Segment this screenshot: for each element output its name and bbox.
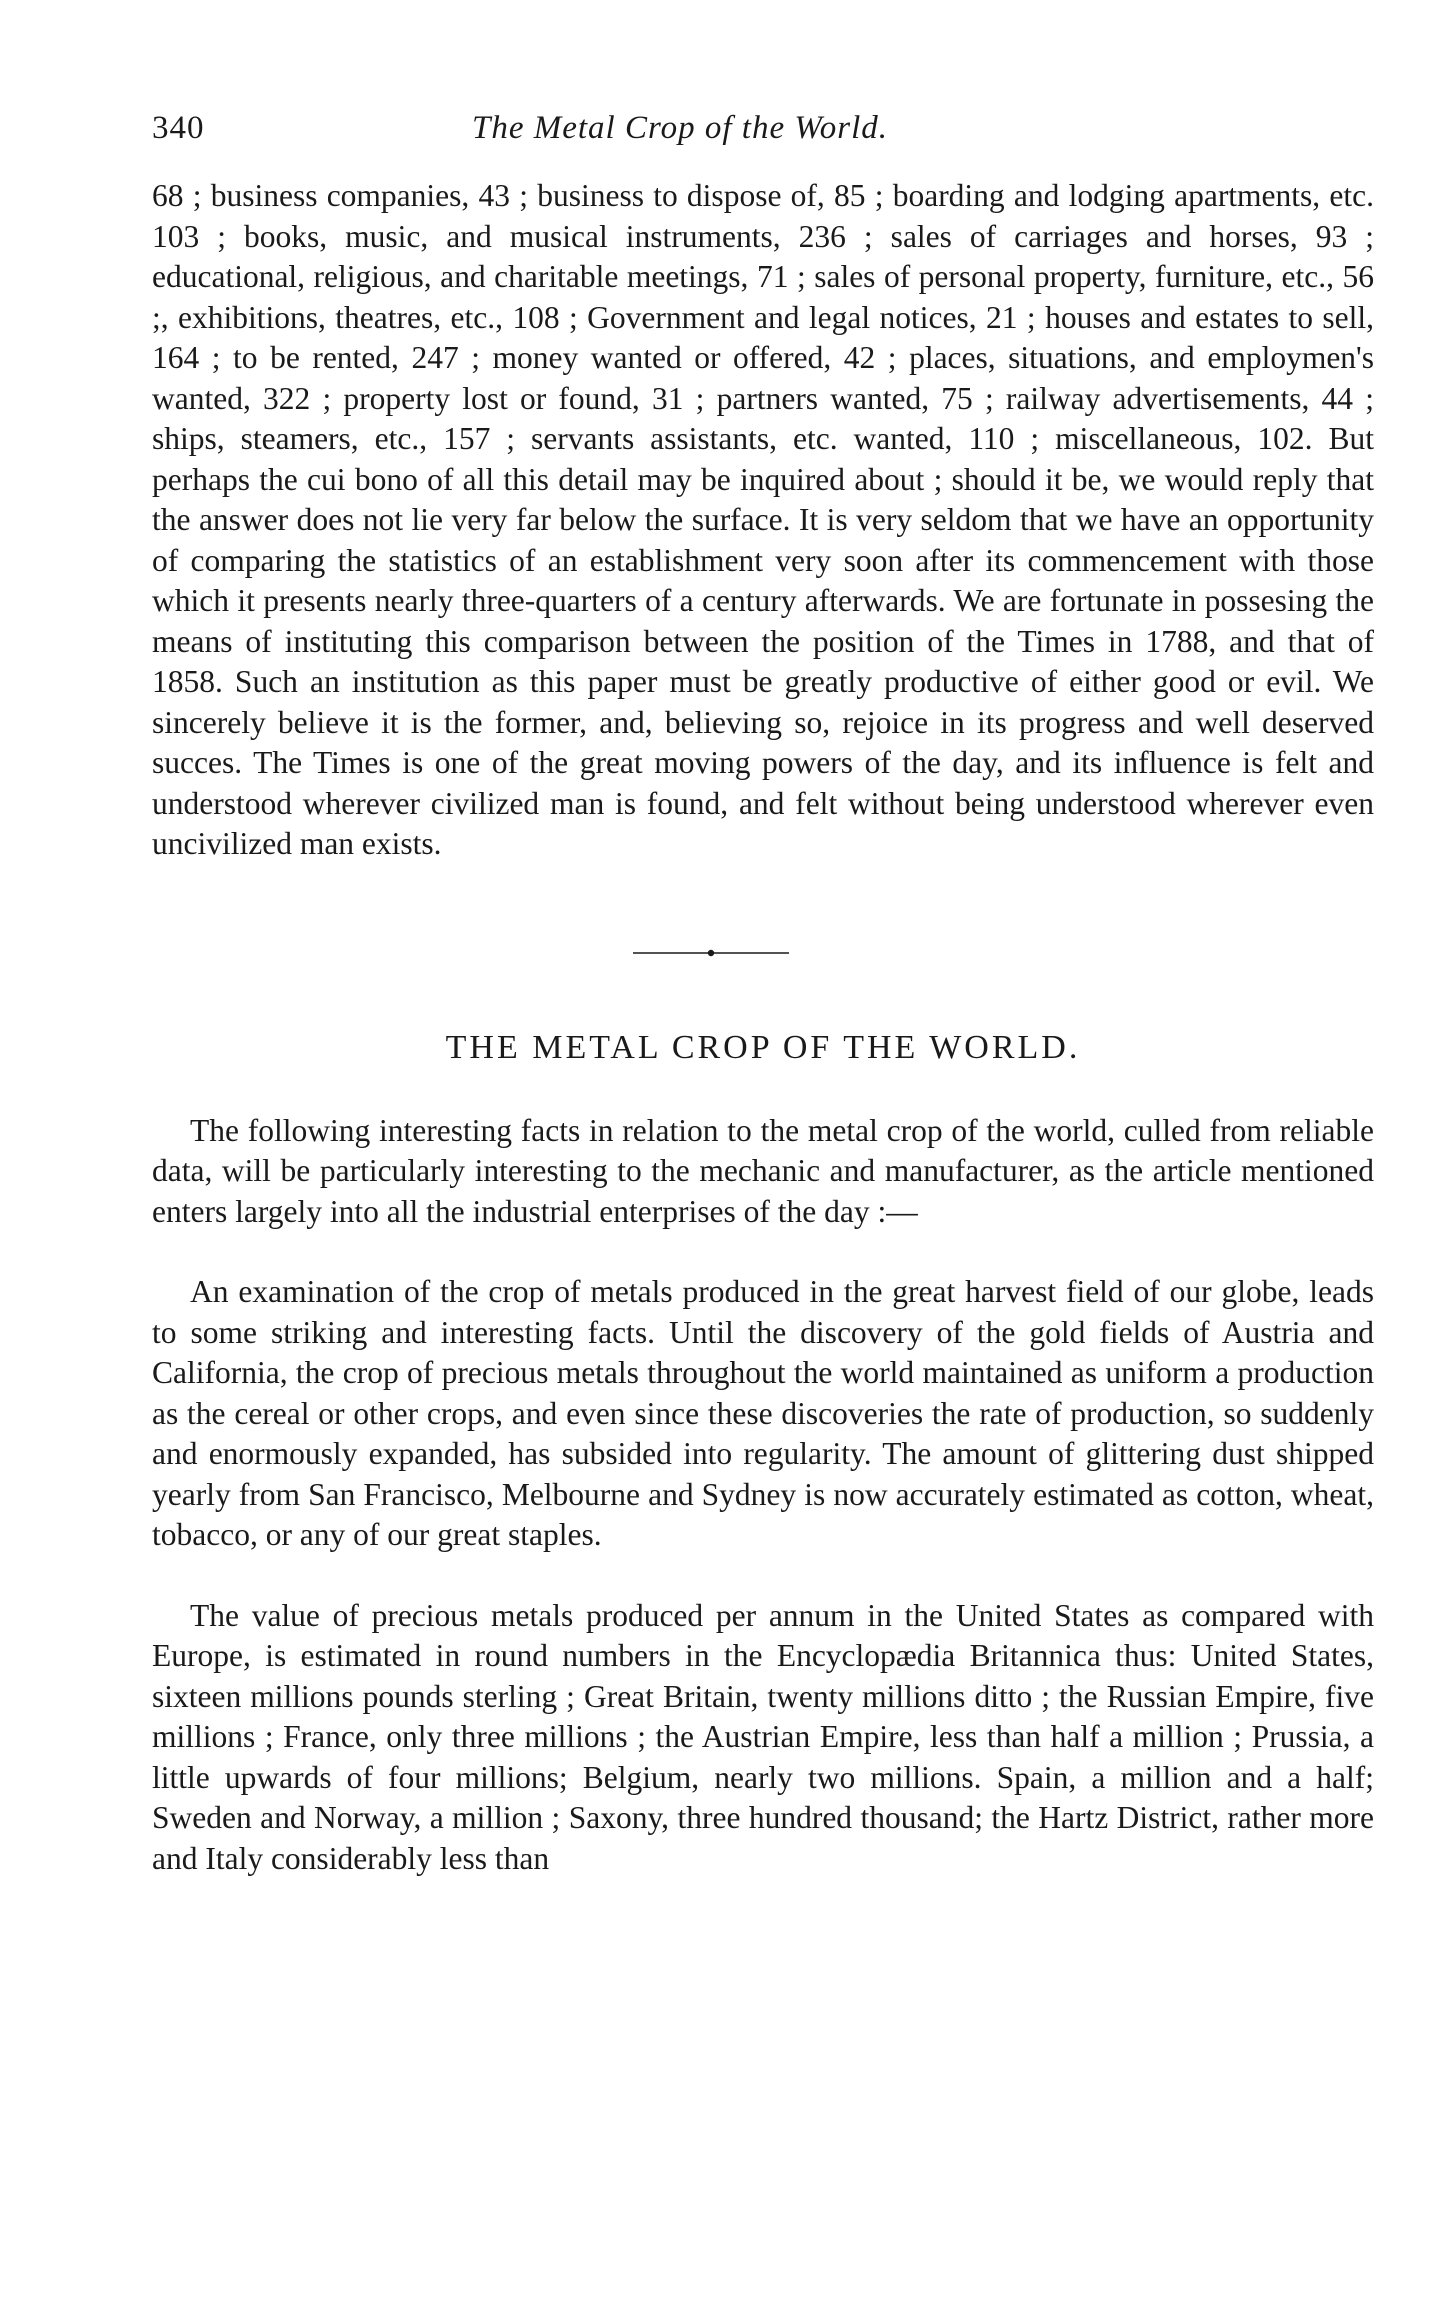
section-paragraph: The value of precious metals produced per annum in the United States as compared with Europe, is estimated in round numbers in the Encyclopædia Britannica thus: United States, sixteen millions pounds sterling ; Great Britain, twenty millions ditto ; the Russian Empire, five millions ; France, only three millions ; the Austrian Empire, less than half a million ; Prussia, a little upwards of four millions; Belgium, nearly two millions. Spain, a million and a half; Sweden and Norway, a million ; Saxony, three hundred thousand; the Hartz District, rather more and Italy considerably less than [152, 1597, 1374, 1876]
section-paragraph: The following interesting facts in relation to the metal crop of the world, culled from reliable data, will be particularly interesting to the mechanic and manufacturer, as the article mentioned enters largely into all the industrial enterprises of the day :— [152, 1112, 1374, 1229]
section-title: THE METAL CROP OF THE WORLD. [445, 1028, 1081, 1066]
section-divider [631, 947, 791, 959]
running-title: The Metal Crop of the World. [472, 110, 889, 146]
book-page [152, 110, 1374, 1879]
page-header [152, 110, 1374, 162]
continued-paragraph: 68 ; business companies, 43 ; business to dispose of, 85 ; boarding and lodging apartments, etc. 103 ; books, music, and musical instruments, 236 ; sales of carriages and horses, 93 ; educational, religious, and charitable meetings, 71 ; sales of personal property, furniture, etc., 56 ;, exhibitions, theatres, etc., 108 ; Government and legal notices, 21 ; houses and estates to sell, 164 ; to be rented, 247 ; money wanted or offered, 42 ; places, situations, and employmen's wanted, 322 ; property lost or found, 31 ; partners wanted, 75 ; railway advertisements, 44 ; ships, steamers, etc., 157 ; servants assistants, etc. wanted, 110 ; miscellaneous, 102. But perhaps the cui bono of all this detail may be inquired about ; should it be, we would reply that the answer does not lie very far below the surface. It is very seldom that we have an opportunity of comparing the statistics of an establishment very soon after its commencement with those which it presents nearly three-quarters of a century afterwards. We are fortunate in possesing the means of instituting this comparison between the position of the Times in 1788, and that of 1858. Such an institution as this paper must be greatly productive of either good or evil. We sincerely believe it is the former, and, believing so, rejoice in its progress and well deserved succes. The Times is one of the great moving powers of the day, and its influence is felt and understood wherever civilized man is found, and felt without being understood wherever even uncivilized man exists. [152, 178, 1374, 861]
page-number: 340 [152, 110, 205, 146]
section-paragraph: An examination of the crop of metals produced in the great harvest field of our globe, leads to some striking and interesting facts. Until the discovery of the gold fields of Austria and California, the crop of precious metals throughout the world maintained as uniform a production as the cereal or other crops, and even since these discoveries the rate of production, so suddenly and enormously expanded, has subsided into regularity. The amount of glittering dust shipped yearly from San Francisco, Melbourne and Sydney is now accurately estimated as cotton, wheat, tobacco, or any of our great staples. [152, 1274, 1374, 1552]
